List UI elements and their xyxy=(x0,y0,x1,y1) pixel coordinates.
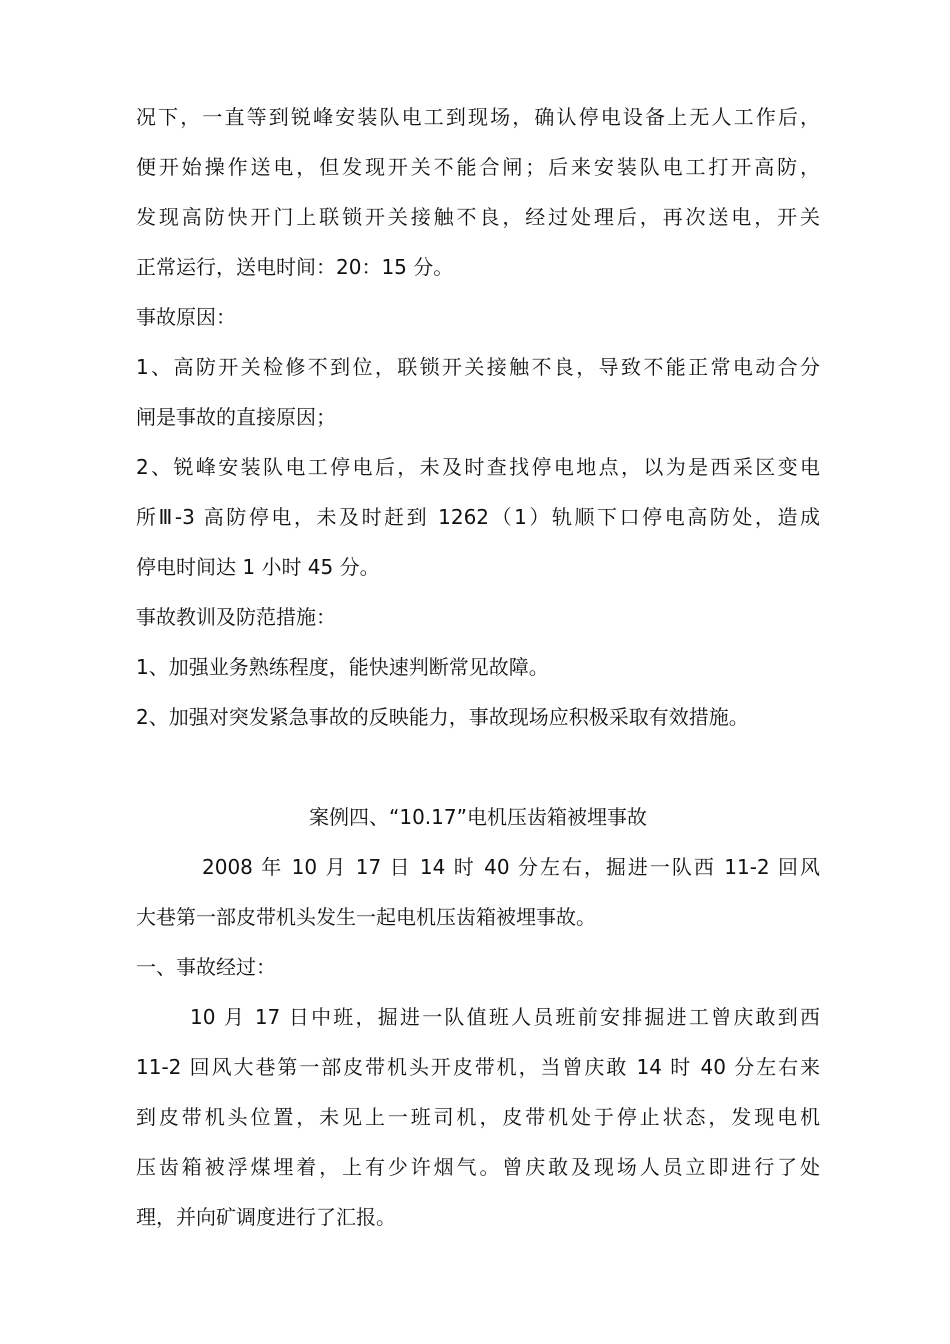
lessons-item-2: 2、加强对突发紧急事故的反映能力，事故现场应积极采取有效措施。 xyxy=(136,705,749,729)
process-heading: 一、事故经过： xyxy=(136,955,276,979)
process-line: 11-2 回风大巷第一部皮带机头开皮带机，当曾庆敢 14 时 40 分左右来 xyxy=(136,1055,820,1079)
cause-item-2-line: 停电时间达 1 小时 45 分。 xyxy=(136,555,380,579)
body-line: 便开始操作送电，但发现开关不能合闸；后来安装队电工打开高防， xyxy=(136,155,820,179)
document-body xyxy=(136,92,820,1242)
process-line: 10 月 17 日中班，掘进一队值班人员班前安排掘进工曾庆敢到西 xyxy=(190,1005,820,1029)
process-line: 到皮带机头位置，未见上一班司机，皮带机处于停止状态，发现电机 xyxy=(136,1105,820,1129)
cause-item-1-line: 闸是事故的直接原因； xyxy=(136,405,336,429)
body-line: 正常运行，送电时间：20：15 分。 xyxy=(136,255,454,279)
cause-item-2-line: 2、锐峰安装队电工停电后，未及时查找停电地点，以为是西采区变电 xyxy=(136,455,820,479)
lessons-item-1: 1、加强业务熟练程度，能快速判断常见故障。 xyxy=(136,655,549,679)
case-intro-line: 2008 年 10 月 17 日 14 时 40 分左右，掘进一队西 11-2 回风 xyxy=(202,855,820,879)
process-line: 压齿箱被浮煤埋着，上有少许烟气。曾庆敢及现场人员立即进行了处 xyxy=(136,1155,820,1179)
cause-heading: 事故原因： xyxy=(136,305,236,329)
case-intro-line: 大巷第一部皮带机头发生一起电机压齿箱被埋事故。 xyxy=(136,905,596,929)
body-line: 发现高防快开门上联锁开关接触不良，经过处理后，再次送电，开关 xyxy=(136,205,820,229)
section-spacer xyxy=(136,742,820,792)
body-line: 况下，一直等到锐峰安装队电工到现场，确认停电设备上无人工作后， xyxy=(136,105,820,129)
process-line: 理，并向矿调度进行了汇报。 xyxy=(136,1205,396,1229)
case-title: 案例四、“10.17”电机压齿箱被埋事故 xyxy=(309,805,647,829)
cause-item-1-line: 1、高防开关检修不到位，联锁开关接触不良，导致不能正常电动合分 xyxy=(136,355,820,379)
lessons-heading: 事故教训及防范措施： xyxy=(136,605,336,629)
cause-item-2-line: 所Ⅲ-3 高防停电，未及时赶到 1262（1）轨顺下口停电高防处，造成 xyxy=(136,505,820,529)
